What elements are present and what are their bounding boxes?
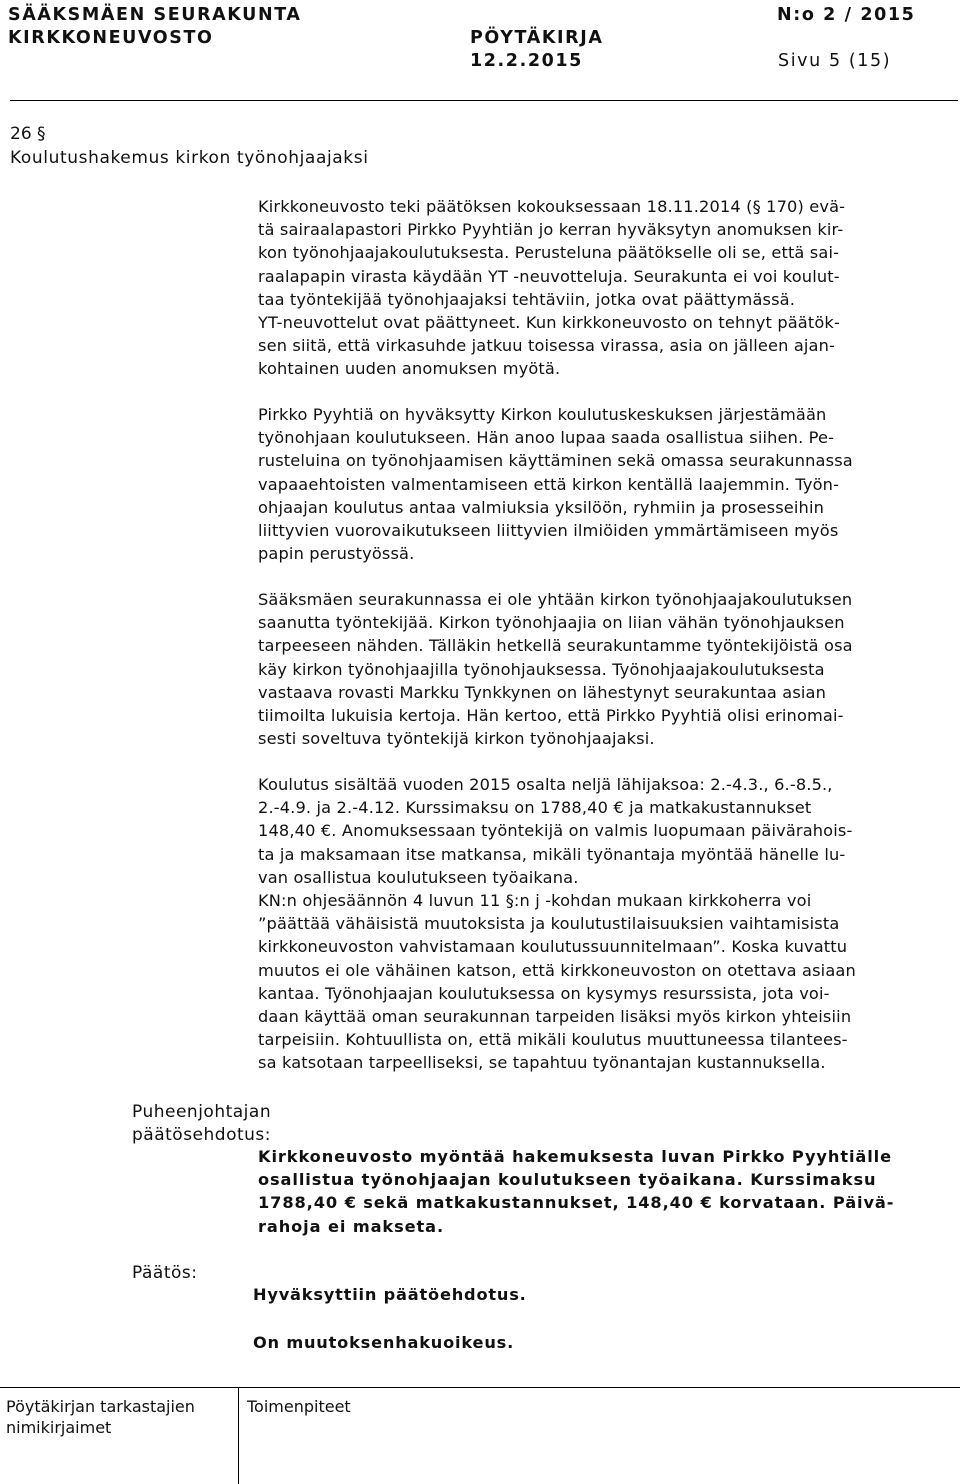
footer-column-divider xyxy=(238,1387,239,1484)
text-line: vastaava rovasti Markku Tynkkynen on lähestynyt seurakuntaa asian xyxy=(258,682,827,702)
text-line: tä sairaalapastori Pirkko Pyyhtiän jo kerran hyväksytyn anomuksen kir- xyxy=(258,220,844,240)
paragraph-background xyxy=(258,195,955,381)
proposal-label-line2: päätösehdotus: xyxy=(132,1125,271,1145)
text-line: ta ja maksamaan itse matkansa, mikäli työnantaja myöntää hänelle lu- xyxy=(258,844,846,864)
decision-label: Päätös: xyxy=(132,1263,198,1283)
footer-actions-label: Toimenpiteet xyxy=(247,1397,351,1416)
text-line: ohjaajan koulutus antaa valmiuksia yksilöön, ryhmiin ja prosesseihin xyxy=(258,497,825,517)
text-line: osallistua työnohjaajan koulutukseen työaikana. Kurssimaksu xyxy=(258,1170,877,1190)
header-divider xyxy=(10,100,958,101)
text-line: Pirkko Pyyhtiä on hyväksytty Kirkon koulutuskeskuksen järjestämään xyxy=(258,405,827,424)
text-line: YT-neuvottelut ovat päättyneet. Kun kirkkoneuvosto on tehnyt päätök- xyxy=(258,313,840,333)
decision-text: Hyväksyttiin päätöehdotus. xyxy=(253,1285,527,1304)
header-doc-type: PÖYTÄKIRJA xyxy=(470,28,604,48)
text-line: kirkkoneuvoston vahvistamaan koulutussuunnitelmaan”. Koska kuvattu xyxy=(258,937,848,957)
header-body: KIRKKONEUVOSTO xyxy=(8,28,214,48)
header-page: Sivu 5 (15) xyxy=(778,51,892,71)
section-title: Koulutushakemus kirkon työnohjaajaksi xyxy=(10,148,369,168)
paragraph-costs xyxy=(258,773,955,1075)
text-line: 148,40 €. Anomuksessaan työntekijä on valmis luopumaan päivärahois- xyxy=(258,821,853,841)
text-line: tiimoilta lukuisia kertoja. Hän kertoo, että Pirkko Pyyhtiä olisi erinomai- xyxy=(258,706,844,726)
proposal-label-line1: Puheenjohtajan xyxy=(132,1102,272,1122)
text-line: 2.-4.9. ja 2.-4.12. Kurssimaksu on 1788,40 € ja matkakustannukset xyxy=(258,798,812,818)
text-line: KN:n ohjesäännön 4 luvun 11 §:n j -kohdan mukaan kirkkoherra voi xyxy=(258,891,812,911)
header-date: 12.2.2015 xyxy=(470,51,583,71)
text-line: Koulutus sisältää vuoden 2015 osalta neljä lähijaksoa: 2.-4.3., 6.-8.5., xyxy=(258,775,833,794)
text-line: kohtainen uuden anomuksen myötä. xyxy=(258,359,561,379)
appeal-right-text: On muutoksenhakuoikeus. xyxy=(253,1333,515,1352)
footer-reviewers-label-line1: Pöytäkirjan tarkastajien xyxy=(6,1397,195,1416)
text-line: käy kirkon työnohjaajilla työnohjauksessa. Työnohjaajakoulutuksesta xyxy=(258,659,825,679)
text-line: työnohjaan koulutukseen. Hän anoo lupaa saada osallistua siihen. Pe- xyxy=(258,428,835,448)
text-line: vapaaehtoisten valmentamiseen että kirkon kentällä laajemmin. Työn- xyxy=(258,474,840,494)
text-line: rusteluina on työnohjaamisen käyttäminen sekä omassa seurakunnassa xyxy=(258,451,853,471)
text-line: tarpeisiin. Kohtuullista on, että mikäli koulutus muuttuneessa tilantees- xyxy=(258,1030,848,1050)
proposal-text xyxy=(258,1145,955,1238)
text-line: daan käyttää oman seurakunnan tarpeiden lisäksi myös kirkon yhteisiin xyxy=(258,1007,852,1027)
text-line: papin perustyössä. xyxy=(258,544,415,564)
text-line: tarpeeseen nähden. Tälläkin hetkellä seurakuntamme työntekijöistä osa xyxy=(258,636,853,656)
text-line: sesti soveltuva työntekijä kirkon työnohjaajaksi. xyxy=(258,729,655,749)
text-line: ”päättää vähäisistä muutoksista ja koulutustilaisuuksien vaihtamisista xyxy=(258,914,840,934)
text-line: van osallistua koulutukseen työaikana. xyxy=(258,867,579,887)
paragraph-approval xyxy=(258,403,955,565)
text-line: Kirkkoneuvosto teki päätöksen kokouksessaan 18.11.2014 (§ 170) evä- xyxy=(258,197,846,216)
text-line: kon työnohjaajakoulutuksesta. Perusteluna päätökselle oli se, että sai- xyxy=(258,243,840,263)
text-line: raalapapin virasta käydään YT -neuvotteluja. Seurakunta ei voi koulut- xyxy=(258,266,840,286)
footer-reviewers-label-line2: nimikirjaimet xyxy=(6,1418,112,1437)
header-org: SÄÄKSMÄEN SEURAKUNTA xyxy=(8,5,302,25)
section-number: 26 § xyxy=(10,124,46,144)
header-number: N:o 2 / 2015 xyxy=(777,5,916,25)
text-line: saanutta työntekijää. Kirkon työnohjaajia on liian vähän työnohjauksen xyxy=(258,613,845,633)
text-line: muutos ei ole vähäinen katson, että kirkkoneuvoston on otettava asiaan xyxy=(258,960,856,980)
text-line: rahoja ei makseta. xyxy=(258,1216,445,1236)
footer-divider xyxy=(0,1387,960,1388)
text-line: taa työntekijää työnohjaajaksi tehtäviin, jotka ovat päättymässä. xyxy=(258,289,796,309)
text-line: 1788,40 € sekä matkakustannukset, 148,40 € korvataan. Päivä- xyxy=(258,1193,895,1213)
text-line: liittyvien vuorovaikutukseen liittyvien ilmiöiden ymmärtämiseen myös xyxy=(258,521,839,541)
paragraph-need xyxy=(258,588,955,750)
text-line: kantaa. Työnohjaajan koulutuksessa on kysymys resurssista, jota voi- xyxy=(258,983,830,1003)
text-line: sen siitä, että virkasuhde jatkuu toisessa virassa, asia on jälleen ajan- xyxy=(258,336,836,356)
text-line: sa katsotaan tarpeelliseksi, se tapahtuu työnantajan kustannuksella. xyxy=(258,1053,826,1073)
text-line: Sääksmäen seurakunnassa ei ole yhtään kirkon työnohjaajakoulutuksen xyxy=(258,590,853,609)
text-line: Kirkkoneuvosto myöntää hakemuksesta luvan Pirkko Pyyhtiälle xyxy=(258,1147,892,1166)
